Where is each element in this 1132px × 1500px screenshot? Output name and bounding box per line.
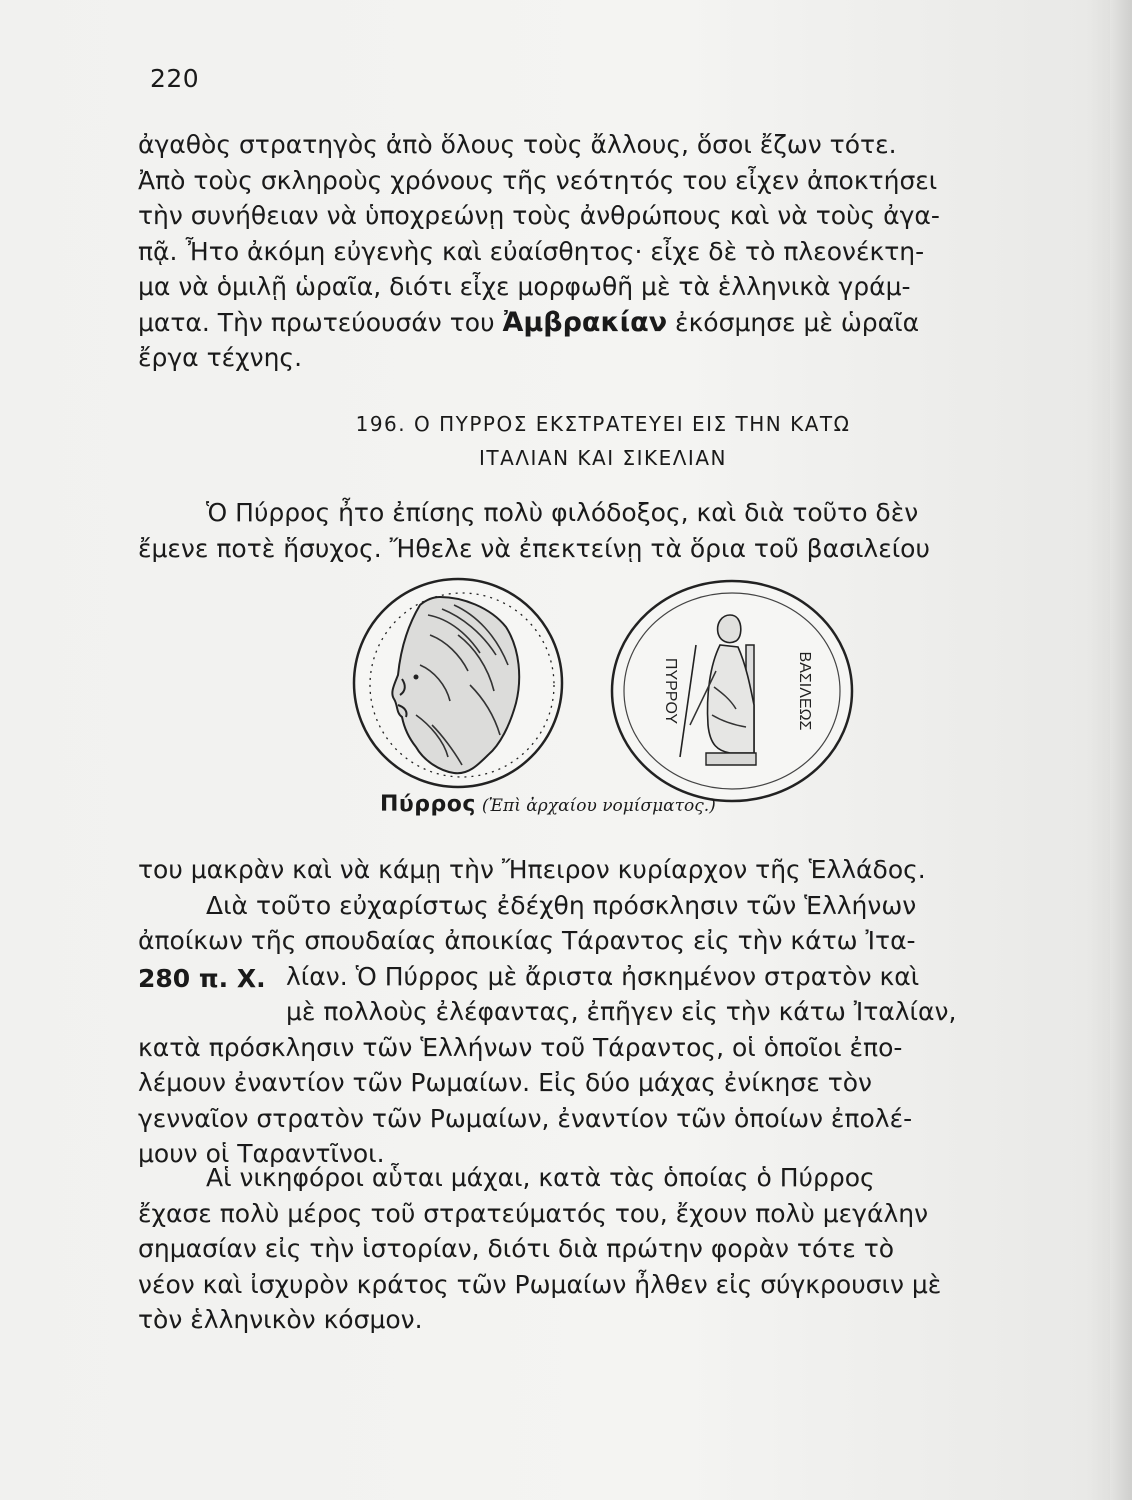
text-line: νέον καὶ ἰσχυρὸν κράτος τῶν Ρωμαίων ἦλθεν εἰς σύγκρουσιν μὲ xyxy=(138,1269,942,1299)
text-line: τὴν συνήθειαν νὰ ὑποχρεώνῃ τοὺς ἀνθρώπους καὶ νὰ τοὺς ἀγα- xyxy=(138,201,940,230)
text-line: τὸν ἑλληνικὸν κόσμον. xyxy=(138,1305,423,1334)
paragraph-4 xyxy=(138,1160,1064,1338)
text-line: ἀγαθὸς στρατηγὸς ἀπὸ ὅλους τοὺς ἄλλους, ὅσοι ἔζων τότε. xyxy=(138,130,897,159)
section-heading-line1: 196. Ο ΠΥΡΡΟΣ ΕΚΣΤΡΑΤΕΥΕΙ ΕΙΣ ΤΗΝ ΚΑΤΩ xyxy=(355,412,851,436)
text-line: μὲ πολλοὺς ἐλέφαντας, ἐπῆγεν εἰς τὴν κάτω Ἰταλίαν, xyxy=(286,997,957,1026)
text-line: ἔμενε ποτὲ ἥσυχος. Ἤθελε νὰ ἐπεκτείνῃ τὰ ὅρια τοῦ βασιλείου xyxy=(138,533,930,563)
coin-legend-right: ΒΑΣΙΛΕΩΣ xyxy=(796,651,813,731)
intro-paragraph xyxy=(138,127,1064,376)
text-line: Διὰ τοῦτο εὐχαρίστως ἐδέχθη πρόσκλησιν τῶν Ἑλλήνων xyxy=(206,890,917,920)
coin-legend-left: ΠΥΡΡΟΥ xyxy=(662,657,679,725)
page-number: 220 xyxy=(150,64,200,93)
text-line: λίαν. Ὁ Πύρρος μὲ ἄριστα ἠσκημένον στρατὸν καὶ xyxy=(286,961,920,991)
text-line: σημασίαν εἰς τὴν ἱστορίαν, διότι διὰ πρώτην φορὰν τότε τὸ xyxy=(138,1234,895,1263)
text-line: κατὰ πρόσκλησιν τῶν Ἑλλήνων τοῦ Τάραντος, οἱ ὁποῖοι ἐπο- xyxy=(138,1032,903,1062)
text-line: ἔχασε πολὺ μέρος τοῦ στρατεύματός του, ἔχουν πολὺ μεγάλην xyxy=(138,1198,929,1228)
coin-illustration xyxy=(350,575,860,805)
coin-obverse xyxy=(354,579,562,787)
text-line: λέμουν ἐναντίον τῶν Ρωμαίων. Εἰς δύο μάχας ἐνίκησε τὸν xyxy=(138,1068,873,1097)
text-span: ἐκόσμησε μὲ ὡραῖα xyxy=(667,307,920,337)
text-line: πᾷ. Ἦτο ἀκόμη εὐγενὴς καὶ εὐαίσθητος· εἶχε δὲ τὸ πλεονέκτη- xyxy=(138,236,925,266)
text-line: ἔργα τέχνης. xyxy=(138,343,303,372)
figure-caption xyxy=(380,792,840,817)
text-line: μα νὰ ὁμιλῇ ὡραῖα, διότι εἶχε μορφωθῆ μὲ τὰ ἑλληνικὰ γράμ- xyxy=(138,272,911,301)
margin-date: 280 π. Χ. xyxy=(138,964,266,993)
coin-reverse xyxy=(612,581,852,801)
section-heading-line2: ΙΤΑΛΙΑΝ ΚΑΙ ΣΙΚΕΛΙΑΝ xyxy=(479,446,727,470)
bold-place-name: Ἀμβρακίαν xyxy=(502,306,668,338)
text-line: Ἀπὸ τοὺς σκληροὺς χρόνους τῆς νεότητός του εἶχεν ἀποκτήσει xyxy=(138,165,938,195)
caption-title: Πύρρος xyxy=(380,792,476,817)
paragraph-1 xyxy=(138,495,1064,566)
text-line: Αἱ νικηφόροι αὗται μάχαι, κατὰ τὰς ὁποίας ὁ Πύρρος xyxy=(206,1163,875,1192)
text-line: ἀποίκων τῆς σπουδαίας ἀποικίας Τάραντος εἰς τὴν κάτω Ἰτα- xyxy=(138,926,916,955)
caption-note: (Ἐπὶ ἀρχαίου νομίσματος.) xyxy=(481,796,716,816)
text-line: γενναῖον στρατὸν τῶν Ρωμαίων, ἐναντίον τῶν ὁποίων ἐπολέ- xyxy=(138,1103,913,1133)
text-line xyxy=(138,305,1064,341)
text-line: του μακρὰν καὶ νὰ κάμῃ τὴν Ἤπειρον κυρίαρχον τῆς Ἑλλάδος. xyxy=(138,855,926,884)
paragraph-2 xyxy=(138,852,1064,1172)
text-span: ματα. Τὴν πρωτεύουσάν του xyxy=(138,307,503,337)
page-edge-shadow xyxy=(1110,0,1132,1500)
text-line: Ὁ Πύρρος ἦτο ἐπίσης πολὺ φιλόδοξος, καὶ διὰ τοῦτο δὲν xyxy=(206,498,919,527)
text-line: μουν οἱ Ταραντῖνοι. xyxy=(138,1139,385,1168)
